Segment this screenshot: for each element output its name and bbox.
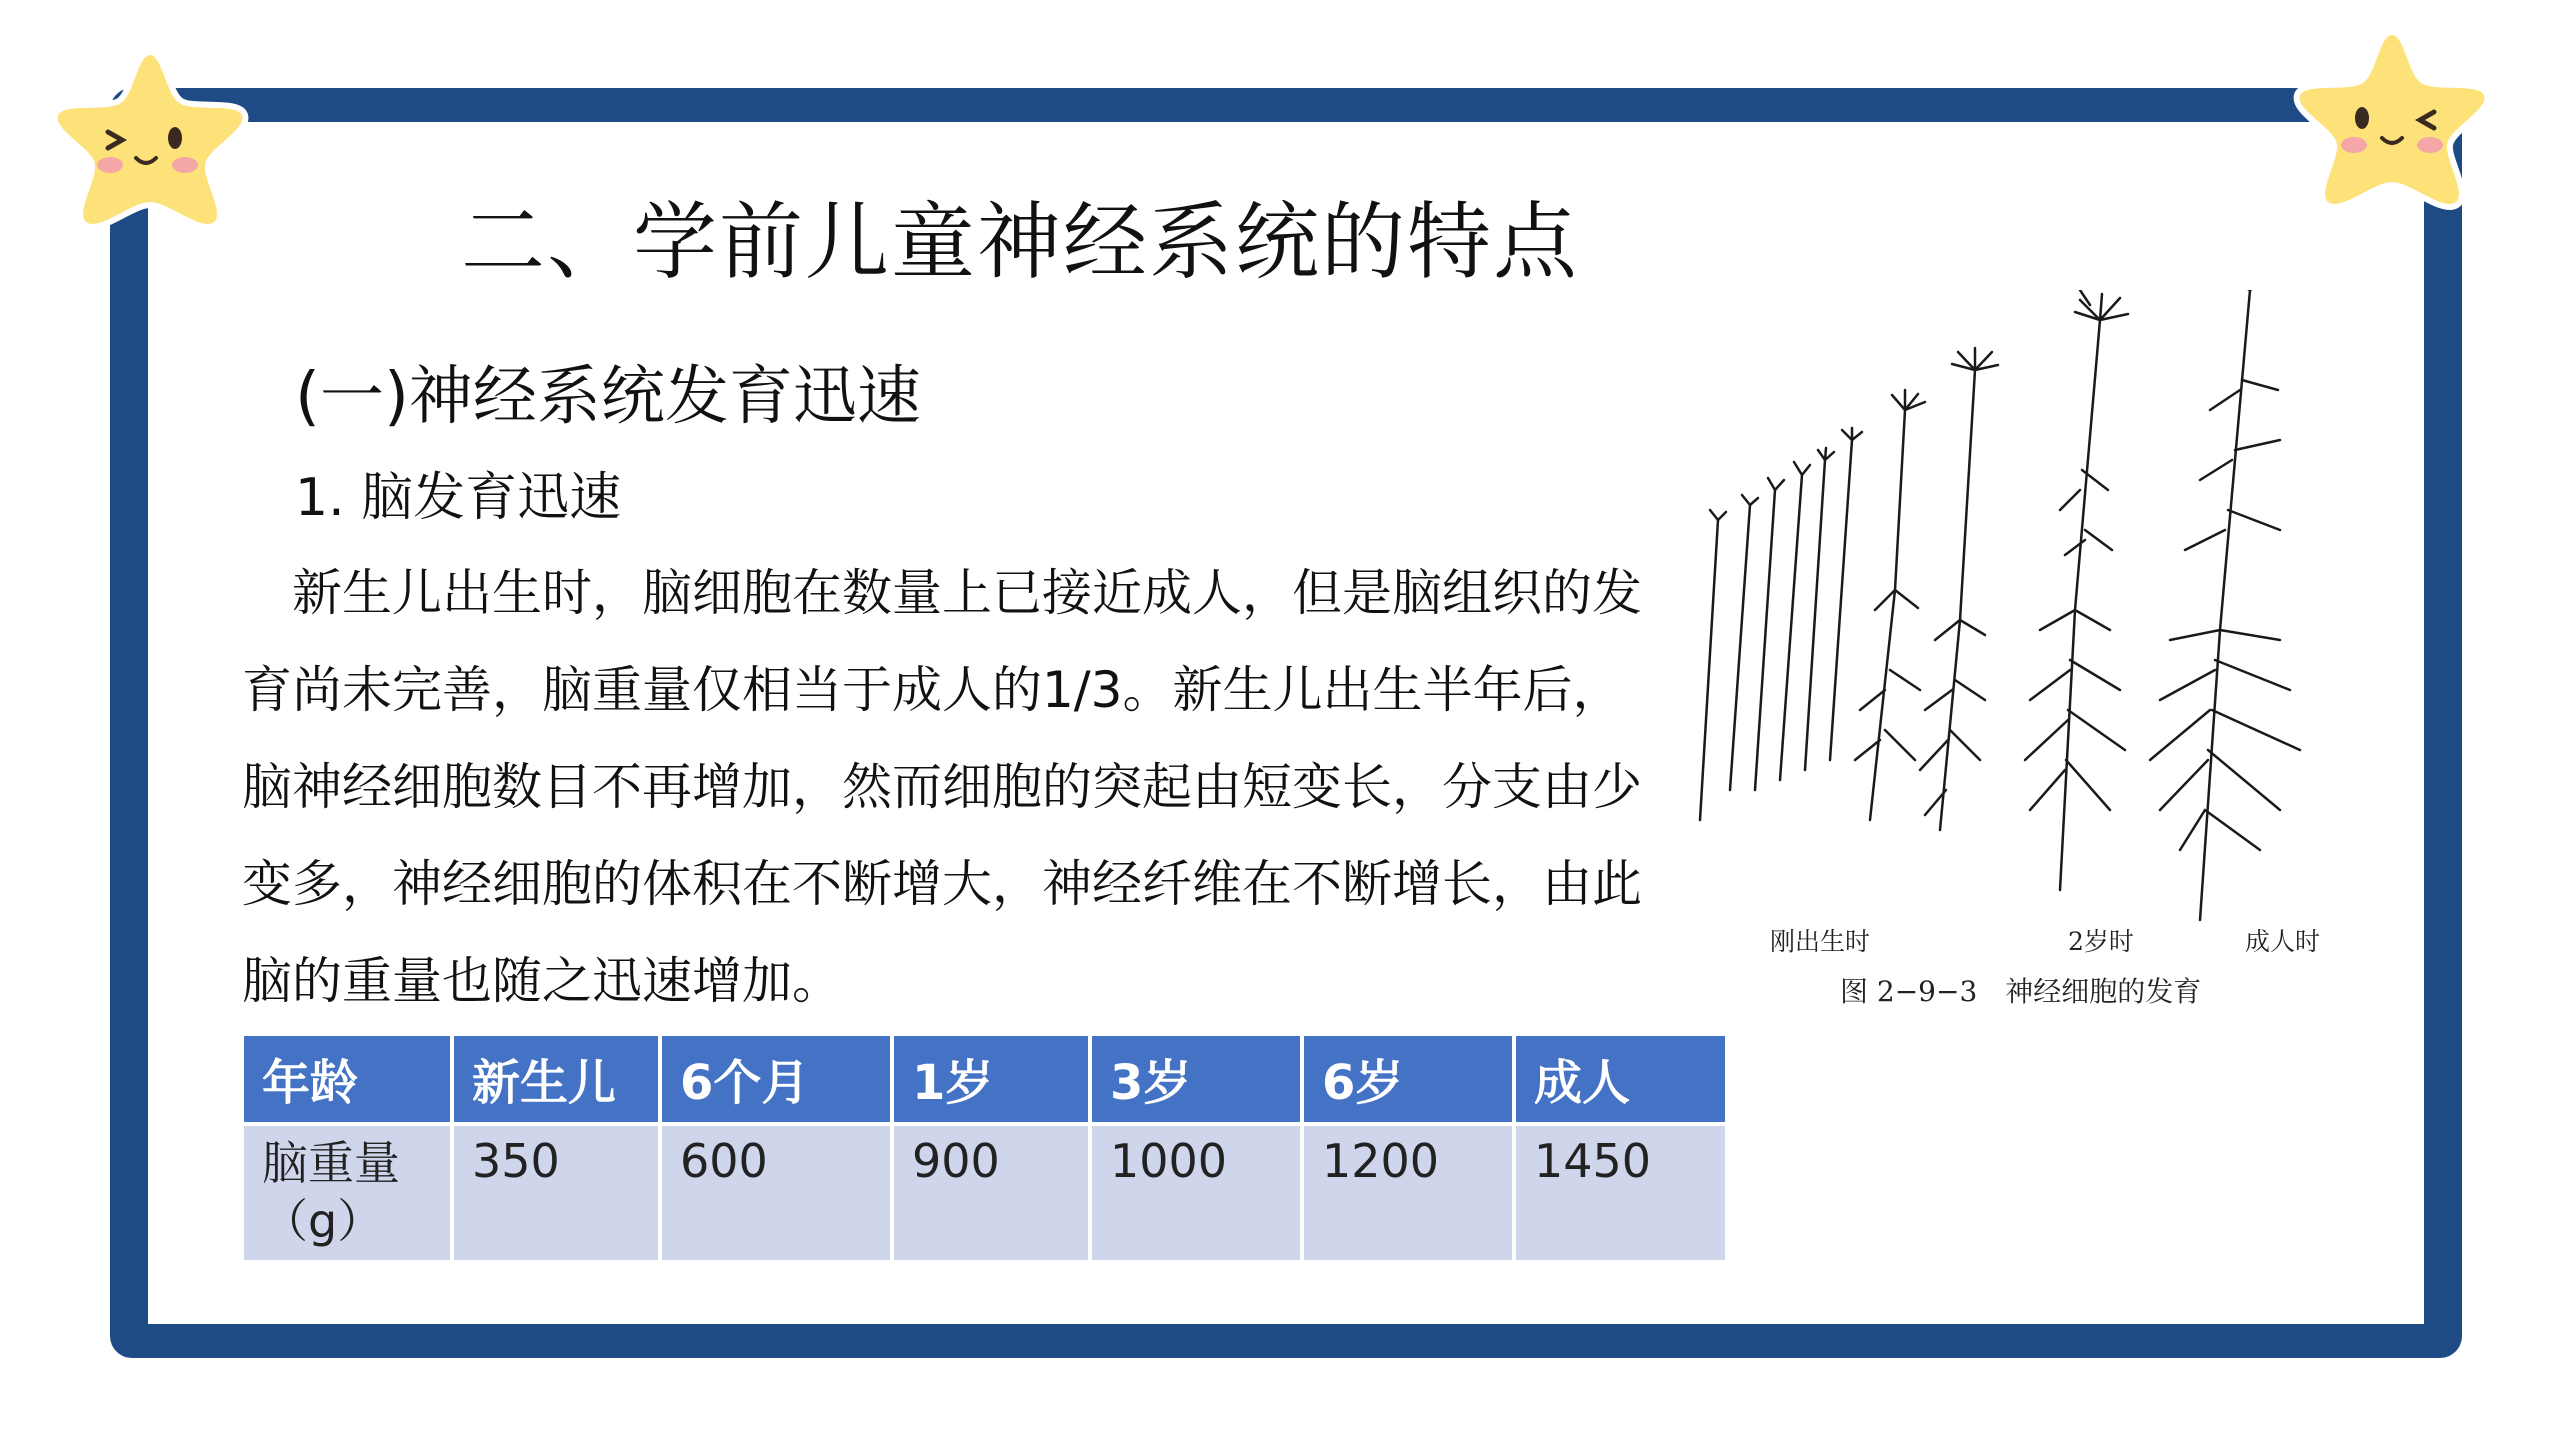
figure-label-newborn: 刚出生时 [1770,927,1871,956]
table-header-cell: 1岁 [892,1034,1090,1124]
table-header-cell: 成人 [1514,1034,1727,1124]
brain-weight-table [240,1032,1729,1264]
table-header-cell: 6个月 [660,1034,892,1124]
figure-caption: 图 2−9−3 神经细胞的发育 [1840,975,2202,1008]
winking-star-icon [2282,20,2502,220]
table-header-cell: 新生儿 [452,1034,660,1124]
table-header-row [242,1034,1727,1124]
table-header-cell: 6岁 [1302,1034,1514,1124]
page-title: 二、学前儿童神经系统的特点 [460,193,1579,291]
neuron-development-illustration [1680,290,2360,1030]
table-cell: 350 [452,1124,660,1262]
table-cell: 1000 [1090,1124,1302,1262]
point-heading: 1. 脑发育迅速 [295,468,622,528]
figure-label-2y: 2岁时 [2068,927,2134,956]
table-row-label: 脑重量（g） [242,1124,452,1262]
table-header-cell: 年龄 [242,1034,452,1124]
table-cell: 600 [660,1124,892,1262]
table-header-cell: 3岁 [1090,1034,1302,1124]
table-row [242,1124,1727,1262]
table-cell: 1450 [1514,1124,1727,1262]
body-paragraph: 新生儿出生时，脑细胞在数量上已接近成人，但是脑组织的发育尚未完善，脑重量仅相当于成人的1/3。新生儿出生半年后，脑神经细胞数目不再增加，然而细胞的突起由短变长，分支由少变多，神经细胞的体积在不断增大，神经纤维在不断增长，由此脑的重量也随之迅速增加。 [242,564,1642,1010]
section-heading: (一)神经系统发育迅速 [295,360,921,434]
figure-label-adult: 成人时 [2245,927,2321,956]
table-cell: 1200 [1302,1124,1514,1262]
table-cell: 900 [892,1124,1090,1262]
